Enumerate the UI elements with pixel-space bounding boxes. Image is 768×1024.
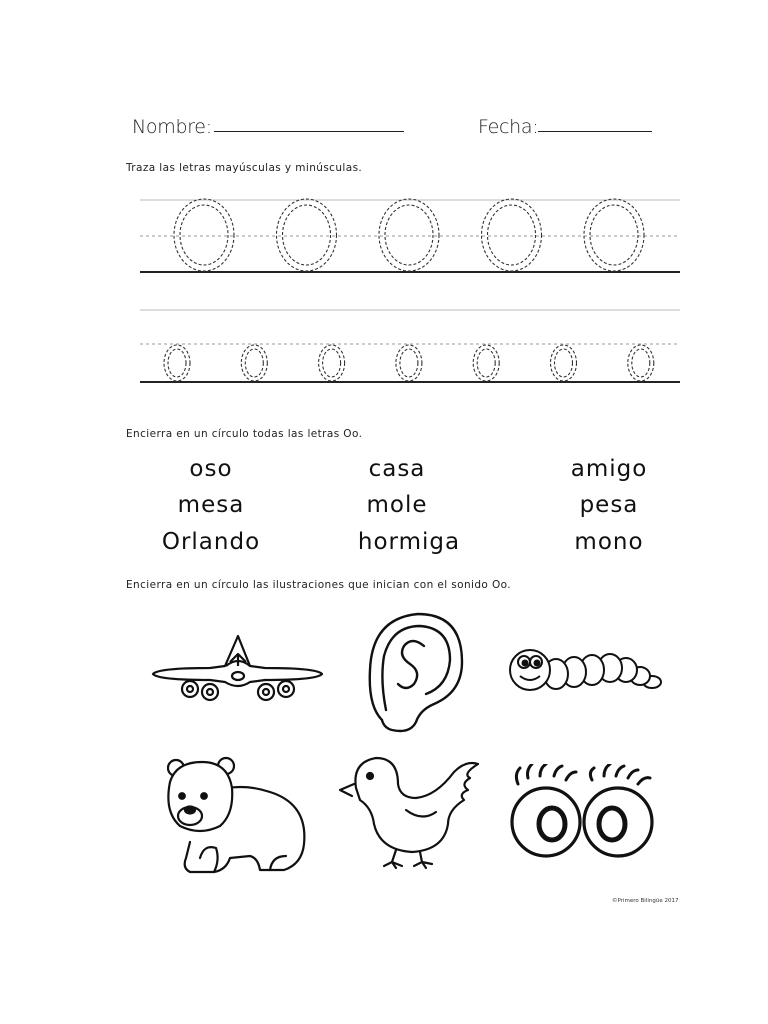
word-amigo[interactable]: amigo	[570, 456, 648, 482]
date-field[interactable]	[538, 131, 652, 132]
trace-letter-uppercase	[488, 205, 536, 265]
word-pesa[interactable]: pesa	[579, 492, 639, 518]
trace-letter-uppercase	[482, 199, 542, 271]
circle-letters-instruction: Encierra en un círculo todas las letras Oo.	[126, 428, 363, 440]
word-mono[interactable]: mono	[574, 529, 644, 555]
tracing-area[interactable]	[140, 190, 680, 390]
trace-letter-lowercase	[632, 349, 650, 377]
word-mesa[interactable]: mesa	[177, 492, 245, 518]
word-orlando[interactable]: Orlando	[161, 529, 261, 555]
eyes-icon[interactable]	[508, 764, 658, 864]
trace-letter-uppercase	[283, 205, 331, 265]
word-hormiga[interactable]: hormiga	[357, 529, 461, 555]
ear-icon[interactable]	[362, 610, 472, 735]
tracing-guides	[140, 190, 680, 390]
trace-letter-lowercase	[555, 349, 573, 377]
trace-letter-uppercase	[174, 199, 234, 271]
word-casa[interactable]: casa	[368, 456, 426, 482]
word-mole[interactable]: mole	[366, 492, 428, 518]
copyright-credit: ©Primero Bilingüe 2017	[612, 898, 679, 904]
trace-letter-uppercase	[379, 199, 439, 271]
trace-letter-uppercase	[590, 205, 638, 265]
trace-letter-lowercase	[477, 349, 495, 377]
trace-letter-lowercase	[168, 349, 186, 377]
chick-icon[interactable]	[336, 750, 486, 870]
circle-pictures-instruction: Encierra en un círculo las ilustraciones que inician con el sonido Oo.	[126, 579, 512, 591]
trace-letter-lowercase	[245, 349, 263, 377]
date-label: Fecha:	[478, 116, 539, 138]
trace-letter-uppercase	[385, 205, 433, 265]
worm-icon[interactable]	[502, 638, 667, 698]
trace-letter-lowercase	[323, 349, 341, 377]
trace-letter-uppercase	[277, 199, 337, 271]
name-field[interactable]	[214, 131, 404, 132]
bear-icon[interactable]	[160, 752, 315, 877]
trace-instruction: Traza las letras mayúsculas y minúsculas.	[126, 162, 363, 174]
trace-letter-uppercase	[180, 205, 228, 265]
airplane-icon[interactable]	[150, 632, 325, 707]
trace-letter-uppercase	[584, 199, 644, 271]
trace-letter-lowercase	[400, 349, 418, 377]
word-oso[interactable]: oso	[189, 456, 233, 482]
name-label: Nombre:	[132, 116, 212, 138]
